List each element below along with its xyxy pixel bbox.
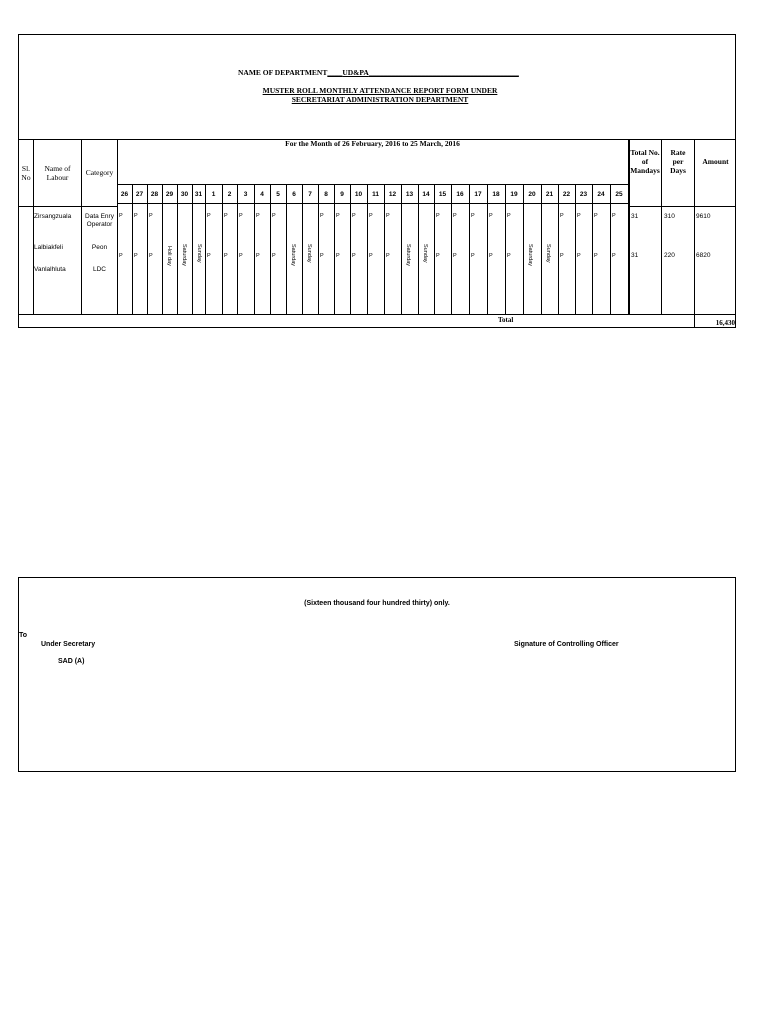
row-2-mandays: 31 xyxy=(631,252,639,259)
off-day-label: Saturday xyxy=(405,244,411,267)
present-mark: P xyxy=(224,213,228,219)
day-col-line xyxy=(384,184,385,314)
off-day-label: Saturday xyxy=(290,244,296,267)
row-1-name: Zirsangzuala xyxy=(34,213,72,220)
present-mark: P xyxy=(352,213,356,219)
day-col-line xyxy=(318,184,319,314)
present-mark: P xyxy=(119,213,123,219)
day-col-line xyxy=(147,184,148,314)
day-header-2: 2 xyxy=(227,191,232,198)
day-col-line xyxy=(205,184,206,314)
off-day-label: Sunday xyxy=(545,244,551,263)
present-mark: P xyxy=(489,253,493,259)
day-col-line xyxy=(558,184,559,314)
day-col-line xyxy=(334,184,335,314)
period-header: For the Month of 26 February, 2016 to 25 March, 2016 xyxy=(285,139,460,148)
day-header-3: 3 xyxy=(243,191,248,198)
day-header-17: 17 xyxy=(474,191,482,198)
present-mark: P xyxy=(320,253,324,259)
day-header-18: 18 xyxy=(492,191,500,198)
total-label: Total xyxy=(498,316,514,324)
department-label: NAME OF DEPARTMENT xyxy=(238,68,328,77)
day-header-21: 21 xyxy=(545,191,554,198)
day-col-line xyxy=(610,184,611,314)
present-mark: P xyxy=(577,213,581,219)
day-header-26: 26 xyxy=(120,191,129,198)
day-header-1: 1 xyxy=(211,191,216,198)
present-mark: P xyxy=(560,253,564,259)
present-mark: P xyxy=(436,253,440,259)
present-mark: P xyxy=(369,213,373,219)
day-header-28: 28 xyxy=(150,191,159,198)
present-mark: P xyxy=(507,253,511,259)
off-day-label: Sunday xyxy=(306,244,312,263)
row-3-category: LDC xyxy=(92,266,106,273)
day-col-line xyxy=(302,184,303,314)
day-col-line xyxy=(523,184,524,314)
present-mark: P xyxy=(149,253,153,259)
day-header-5: 5 xyxy=(276,191,280,198)
off-day-label: Saturday xyxy=(181,244,187,267)
present-mark: P xyxy=(272,253,276,259)
row-2-name: Lalbiakfeli xyxy=(34,244,63,251)
day-header-6: 6 xyxy=(292,191,296,198)
day-header-9: 9 xyxy=(340,191,344,198)
off-day-label: Holi day xyxy=(166,246,172,266)
day-col-line xyxy=(350,184,351,314)
day-col-line xyxy=(418,184,419,314)
day-col-line xyxy=(237,184,238,314)
row-1-rate: 310 xyxy=(664,213,675,220)
present-mark: P xyxy=(239,253,243,259)
rate-header: Rate per Days xyxy=(670,148,686,175)
present-mark: P xyxy=(134,213,138,219)
day-col-line xyxy=(192,184,193,314)
sl-no-header: Sl. No xyxy=(21,164,31,182)
row-1-amount: 9610 xyxy=(696,213,711,220)
mandays-header: Total No. of Mandays xyxy=(630,148,660,175)
amount-in-words: (Sixteen thousand four hundred thirty) only. xyxy=(304,600,450,607)
present-mark: P xyxy=(272,213,276,219)
day-col-line xyxy=(367,184,368,314)
present-mark: P xyxy=(471,253,475,259)
day-header-4: 4 xyxy=(260,191,264,198)
day-col-line xyxy=(286,184,287,314)
day-col-line xyxy=(270,184,271,314)
row-1-category: Data Enry Operator xyxy=(85,213,114,228)
row-2-amount: 6820 xyxy=(696,252,711,259)
present-mark: P xyxy=(352,253,356,259)
signature-label: Signature of Controlling Officer xyxy=(514,641,619,648)
row-2-category: Peon xyxy=(91,244,108,251)
day-col-line xyxy=(401,184,402,314)
present-mark: P xyxy=(119,253,123,259)
day-col-line xyxy=(222,184,223,314)
amount-header: Amount xyxy=(702,157,729,166)
day-col-line xyxy=(575,184,576,314)
off-day-label: Sunday xyxy=(196,244,202,263)
addressee-line-1: Under Secretary xyxy=(41,641,96,648)
present-mark: P xyxy=(369,253,373,259)
day-header-7: 7 xyxy=(308,191,312,198)
present-mark: P xyxy=(207,253,211,259)
day-header-24: 24 xyxy=(597,191,605,198)
present-mark: P xyxy=(239,213,243,219)
present-mark: P xyxy=(489,213,493,219)
day-col-line xyxy=(505,184,506,314)
to-label: To xyxy=(19,632,28,639)
title-line-1: MUSTER ROLL MONTHLY ATTENDANCE REPORT FORM UNDER xyxy=(262,86,498,95)
off-day-label: Saturday xyxy=(527,244,533,267)
present-mark: P xyxy=(320,213,324,219)
present-mark: P xyxy=(336,213,340,219)
present-mark: P xyxy=(594,253,598,259)
present-mark: P xyxy=(612,253,616,259)
title-line-2: SECRETARIAT ADMINISTRATION DEPARTMENT xyxy=(291,95,469,104)
day-header-20: 20 xyxy=(528,191,536,198)
present-mark: P xyxy=(207,213,211,219)
present-mark: P xyxy=(453,253,457,259)
row-2-rate: 220 xyxy=(664,252,675,259)
day-col-line xyxy=(592,184,593,314)
row-1-mandays: 31 xyxy=(631,213,639,220)
day-col-line xyxy=(132,184,133,314)
present-mark: P xyxy=(256,253,260,259)
day-header-14: 14 xyxy=(422,191,430,198)
present-mark: P xyxy=(577,253,581,259)
day-header-22: 22 xyxy=(562,191,571,198)
off-day-label: Sunday xyxy=(422,244,428,263)
present-mark: P xyxy=(471,213,475,219)
right-header-line xyxy=(628,206,736,207)
present-mark: P xyxy=(507,213,511,219)
day-col-line xyxy=(434,184,435,314)
form-title xyxy=(200,86,560,104)
day-header-25: 25 xyxy=(615,191,623,198)
day-col-line xyxy=(254,184,255,314)
days-bottom-line xyxy=(117,203,628,204)
day-header-27: 27 xyxy=(135,191,144,198)
day-header-15: 15 xyxy=(438,191,447,198)
present-mark: P xyxy=(149,213,153,219)
day-col-line xyxy=(541,184,542,314)
present-mark: P xyxy=(224,253,228,259)
days-header-line xyxy=(117,184,628,185)
day-header-8: 8 xyxy=(324,191,328,198)
name-header: Name of Labour xyxy=(44,164,71,182)
present-mark: P xyxy=(386,213,390,219)
day-header-19: 19 xyxy=(510,191,518,198)
total-amount: 16,430 xyxy=(715,319,735,327)
day-header-13: 13 xyxy=(405,191,414,198)
department-value: UD&PA xyxy=(342,68,369,77)
day-header-11: 11 xyxy=(372,191,379,198)
day-header-29: 29 xyxy=(165,191,174,198)
present-mark: P xyxy=(256,213,260,219)
day-header-12: 12 xyxy=(388,191,397,198)
category-col-line xyxy=(117,139,118,314)
present-mark: P xyxy=(594,213,598,219)
present-mark: P xyxy=(453,213,457,219)
present-mark: P xyxy=(134,253,138,259)
present-mark: P xyxy=(612,213,616,219)
total-top-line xyxy=(18,314,736,315)
day-header-31: 31 xyxy=(194,191,203,198)
day-header-16: 16 xyxy=(456,191,464,198)
day-col-line xyxy=(162,184,163,314)
day-col-line xyxy=(451,184,452,314)
present-mark: P xyxy=(386,253,390,259)
day-col-line xyxy=(469,184,470,314)
row-3-name: Vanlalhluta xyxy=(34,266,66,273)
amount-col-line xyxy=(694,139,695,328)
department-line: NAME OF DEPARTMENT____UD&PA________________________________________ xyxy=(238,68,519,77)
day-header-23: 23 xyxy=(579,191,588,198)
day-header-10: 10 xyxy=(354,191,363,198)
present-mark: P xyxy=(436,213,440,219)
day-header-30: 30 xyxy=(180,191,189,198)
day-col-line xyxy=(487,184,488,314)
day-col-line xyxy=(177,184,178,314)
present-mark: P xyxy=(560,213,564,219)
present-mark: P xyxy=(336,253,340,259)
addressee-line-2: SAD (A) xyxy=(58,658,85,665)
category-header: Category xyxy=(85,168,114,177)
